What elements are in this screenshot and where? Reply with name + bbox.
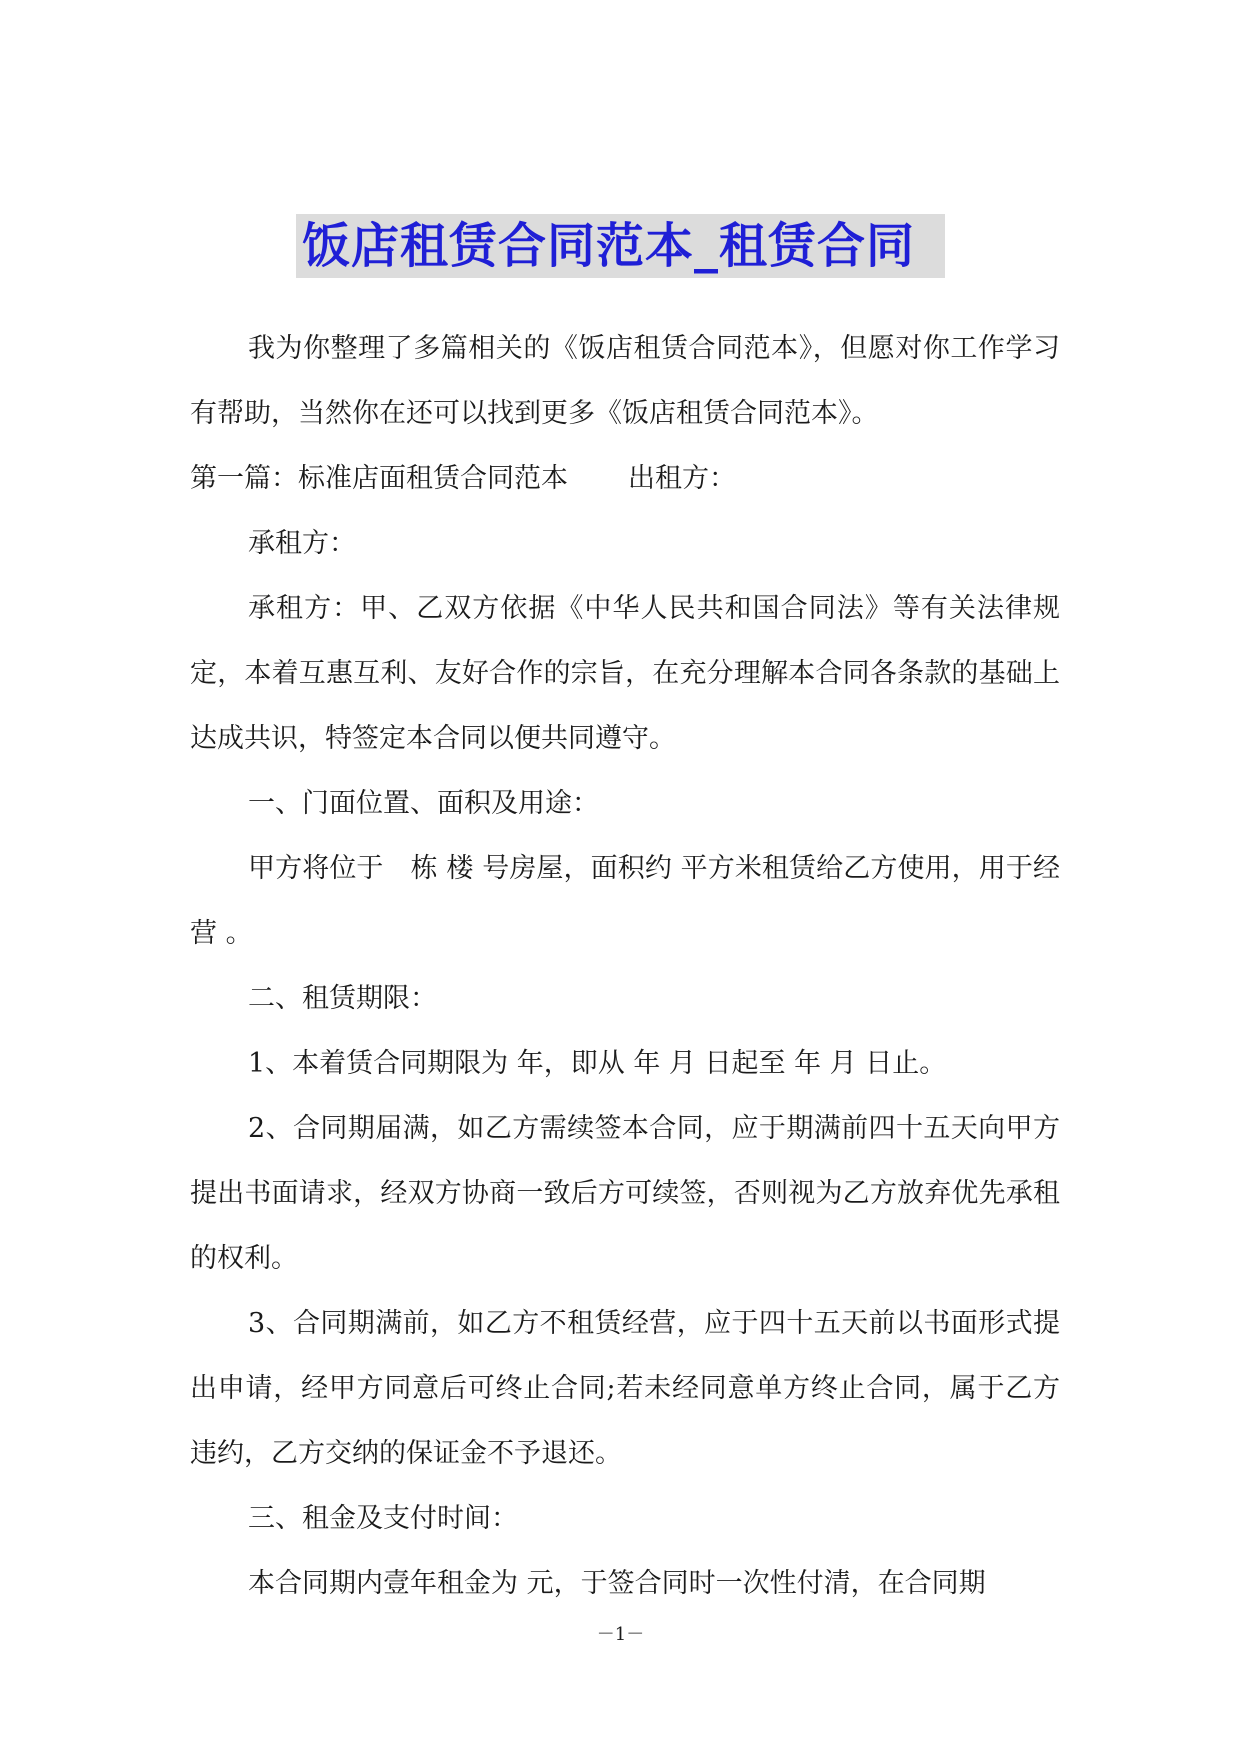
section-heading: 第一篇：标准店面租赁合同范本 [190,463,568,494]
intro-paragraph: 我为你整理了多篇相关的《饭店租赁合同范本》，但愿对你工作学习有帮助，当然你在还可以找到更多《饭店租赁合同范本》。 [190,333,1060,429]
clause-2-item-3: 3、合同期满前，如乙方不租赁经营，应于四十五天前以书面形式提出申请，经甲方同意后可终止合同;若未经同意单方终止合同，属于乙方违约，乙方交纳的保证金不予退还。 [190,1308,1060,1469]
clause-heading-1: 一、门面位置、面积及用途： [248,788,599,819]
lessee-label: 承租方： [248,528,356,559]
title-container [0,214,1241,278]
clause-heading-2: 二、租赁期限： [248,983,437,1014]
clause-3-text: 本合同期内壹年租金为 元，于签合同时一次性付清，在合同期 [248,1568,986,1599]
clause-1-text: 甲方将位于 栋 楼 号房屋，面积约 平方米租赁给乙方使用，用于经营 。 [190,853,1060,949]
clause-heading-3: 三、租金及支付时间： [248,1503,518,1534]
lessor-label: 出租方： [628,463,736,494]
document-body [190,316,1060,1616]
clause-2-item-2: 2、合同期届满，如乙方需续签本合同，应于期满前四十五天向甲方提出书面请求，经双方协商一致后方可续签，否则视为乙方放弃优先承租的权利。 [190,1113,1060,1274]
section-heading-line [190,446,1060,511]
preamble-paragraph: 承租方：甲、乙双方依据《中华人民共和国合同法》等有关法律规定，本着互惠互利、友好合作的宗旨，在充分理解本合同各条款的基础上达成共识，特签定本合同以便共同遵守。 [190,593,1060,754]
document-title: 饭店租赁合同范本_租赁合同 [296,214,945,278]
page-number: －1－ [596,1624,645,1645]
clause-2-item-1: 1、本着赁合同期限为 年，即从 年 月 日起至 年 月 日止。 [248,1048,947,1079]
